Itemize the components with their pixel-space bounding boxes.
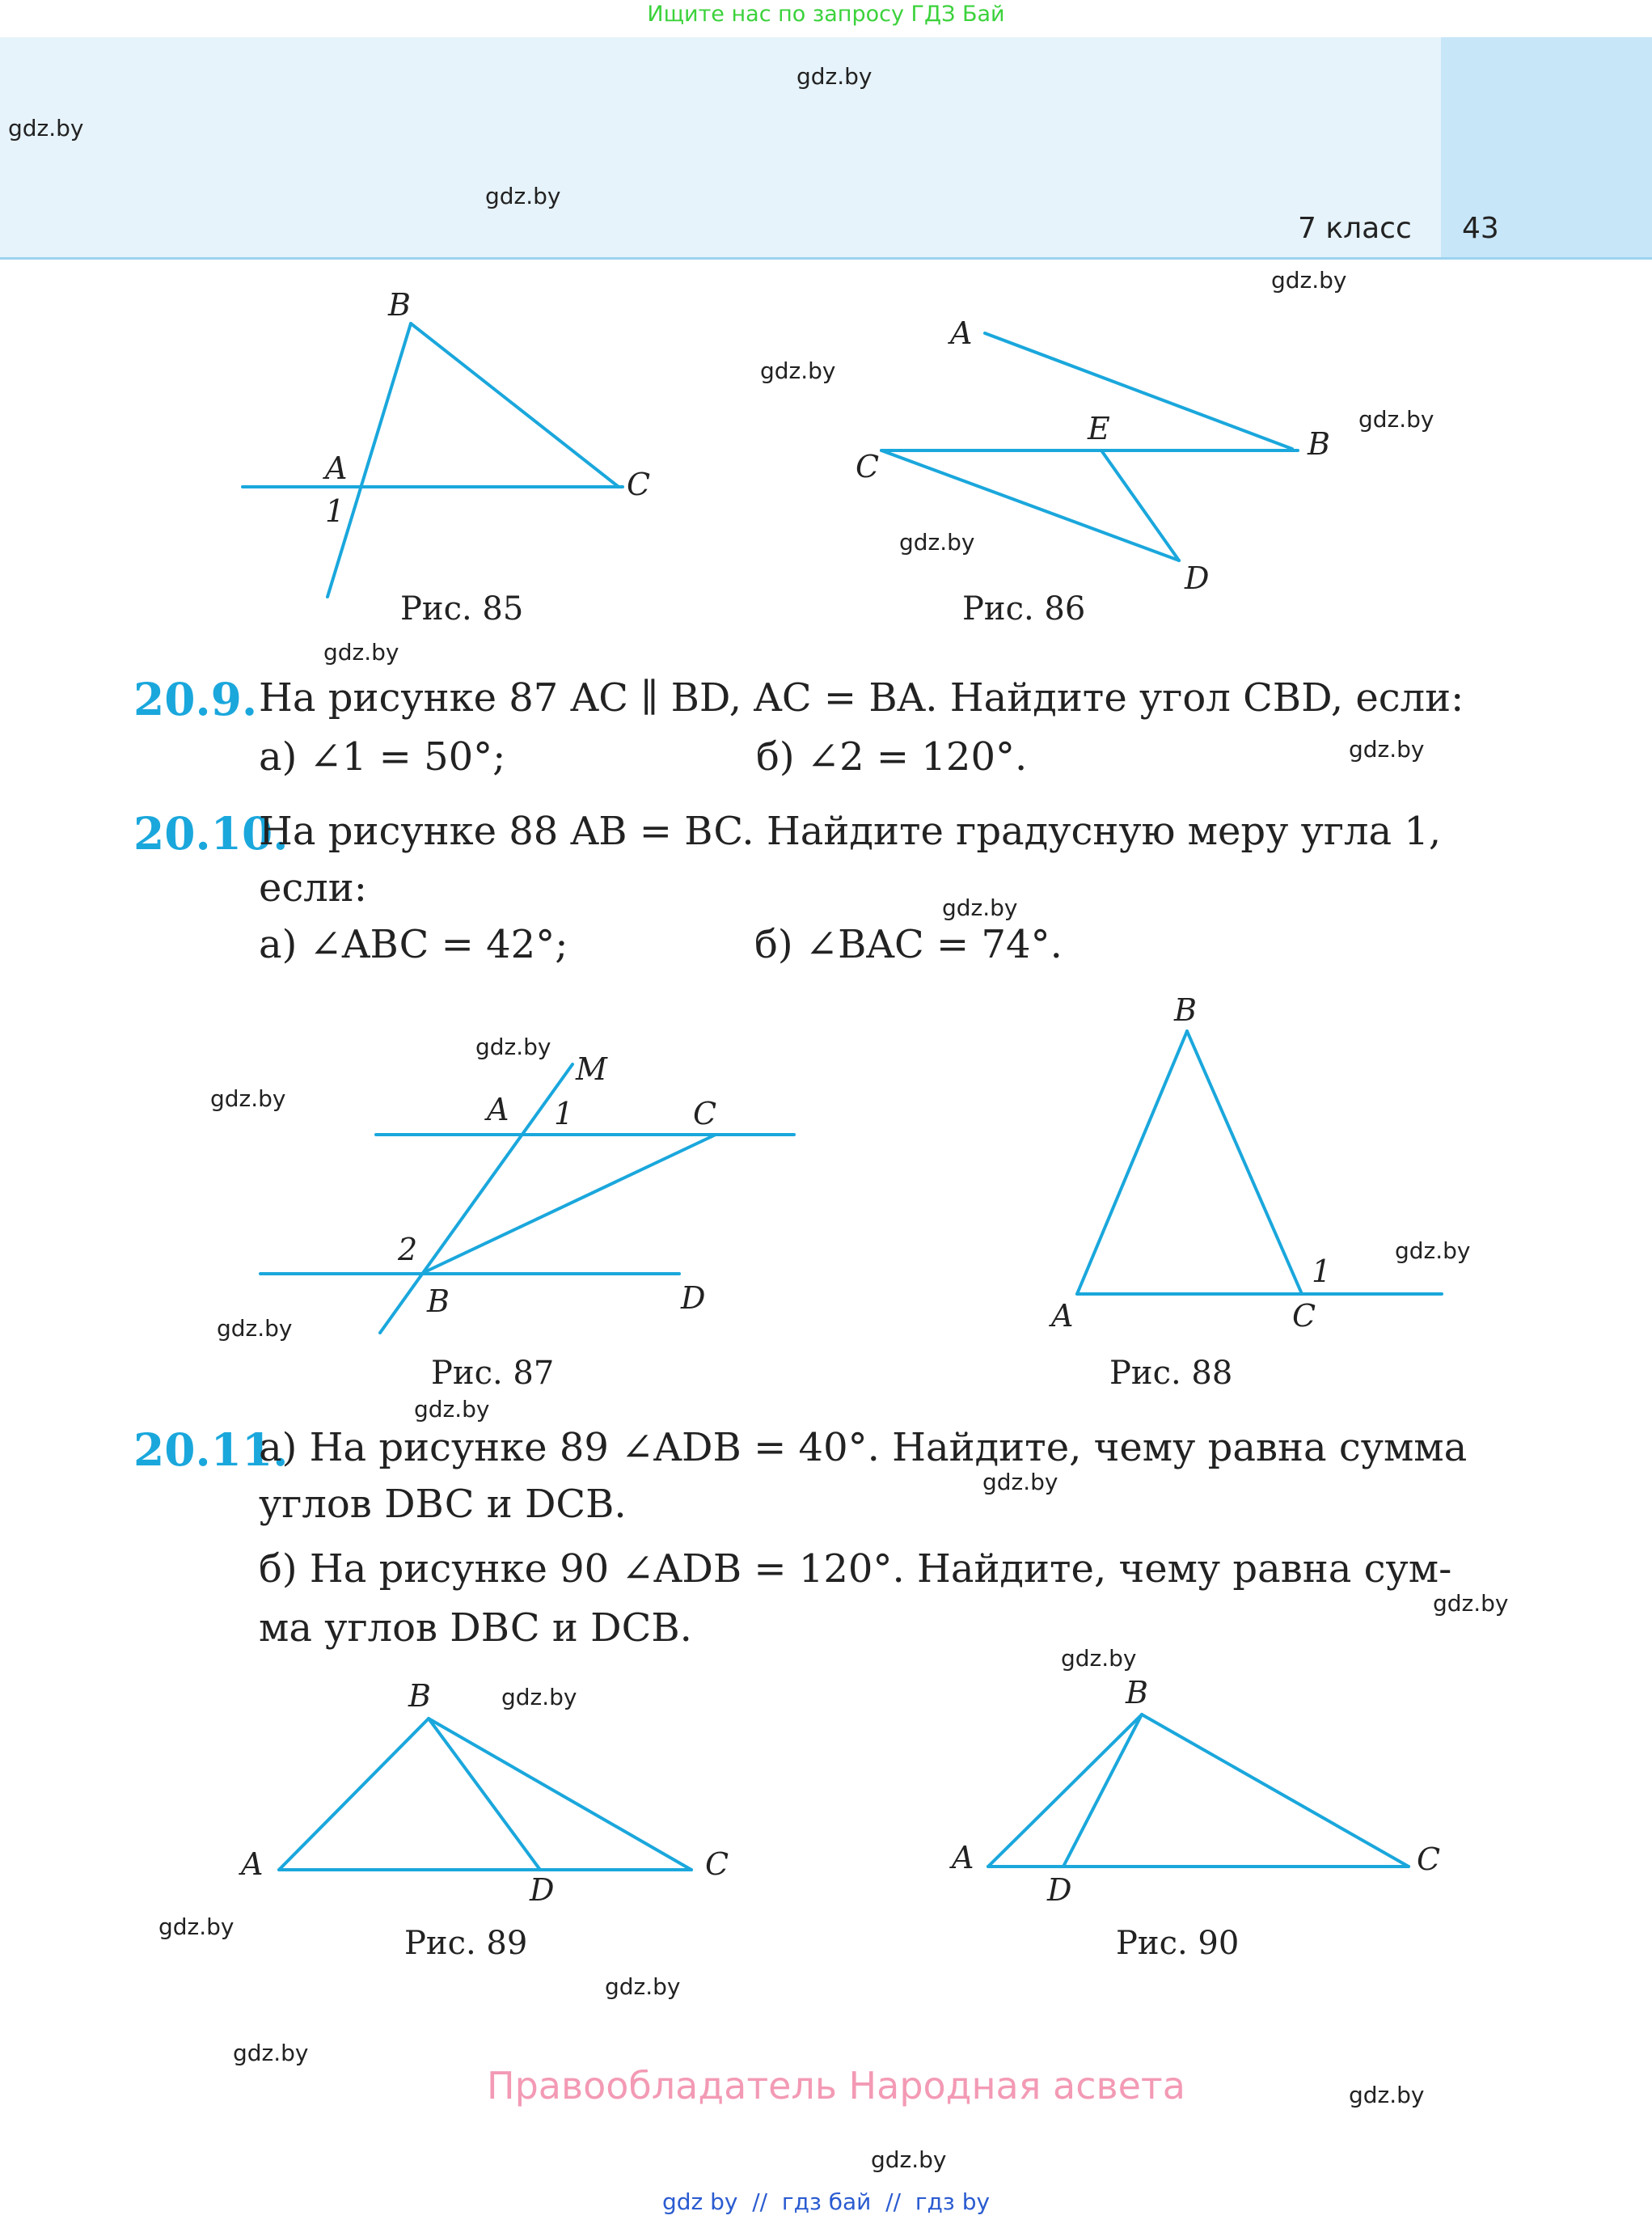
fig86-label-d: D — [1185, 560, 1210, 596]
fig86-caption: Рис. 86 — [962, 590, 1086, 628]
problem-20-9-option-a: а) ∠1 = 50°; — [259, 734, 506, 780]
watermark: gdz.by — [485, 183, 561, 209]
grade-label: 7 класс — [1298, 212, 1412, 245]
fig90-label-b: B — [1126, 1675, 1148, 1710]
fig85-label-1: 1 — [325, 493, 345, 529]
problem-20-10-text: На рисунке 88 AB = BC. Найдите градусную меру угла 1, — [259, 809, 1442, 854]
watermark: gdz.by — [605, 1973, 681, 2000]
watermark: gdz.by — [158, 1913, 234, 1940]
watermark: gdz.by — [475, 1034, 551, 1060]
problem-20-11-b-text: б) На рисунке 90 ∠ADB = 120°. Найдите, чему равна сум- — [259, 1546, 1452, 1592]
watermark: gdz.by — [323, 639, 399, 666]
fig89-label-a: A — [241, 1846, 264, 1882]
watermark: gdz.by — [1433, 1590, 1509, 1617]
watermark: gdz.by — [210, 1085, 286, 1112]
fig85-label-b: B — [388, 287, 411, 323]
watermark: gdz.by — [8, 115, 84, 142]
fig89-side-ab — [279, 1719, 429, 1870]
copyright-notice: Правообладатель Народная асвета — [487, 2064, 1185, 2108]
fig90-side-ab — [988, 1715, 1142, 1867]
fig90-label-d: D — [1047, 1872, 1072, 1908]
watermark: gdz.by — [217, 1315, 293, 1342]
watermark: gdz.by — [1349, 2082, 1425, 2108]
fig88-side-ab — [1077, 1031, 1187, 1294]
fig88-label-a: A — [1051, 1298, 1074, 1334]
watermark: gdz.by — [1395, 1237, 1471, 1264]
fig89-segment-bd — [429, 1719, 540, 1870]
watermark: gdz.by — [871, 2146, 947, 2173]
fig87-label-d: D — [681, 1280, 706, 1316]
footer-links[interactable]: gdz by // гдз бай // гдз by — [661, 2188, 991, 2215]
watermark: gdz.by — [1358, 406, 1434, 433]
fig88-label-c: C — [1292, 1298, 1316, 1334]
watermark: gdz.by — [233, 2040, 309, 2066]
figure-88 — [1049, 992, 1442, 1334]
watermark: gdz.by — [942, 894, 1018, 921]
fig87-label-c: C — [693, 1096, 717, 1131]
watermark: gdz.by — [899, 529, 975, 556]
fig85-label-c: C — [627, 467, 651, 502]
fig86-label-e: E — [1088, 411, 1110, 446]
fig86-label-b: B — [1308, 426, 1330, 462]
fig87-caption: Рис. 87 — [431, 1355, 555, 1392]
fig87-label-1: 1 — [554, 1096, 574, 1131]
figure-85 — [243, 287, 650, 597]
watermark: gdz.by — [1349, 736, 1425, 763]
fig89-label-b: B — [408, 1678, 431, 1714]
figure-89 — [239, 1678, 729, 1908]
watermark: gdz.by — [760, 357, 836, 384]
fig85-label-a: A — [325, 450, 348, 486]
fig87-line-mb — [380, 1064, 572, 1333]
watermark: gdz.by — [1271, 267, 1347, 294]
problem-20-11-b-text-cont: ма углов DBC и DCB. — [259, 1605, 692, 1651]
watermark: gdz.by — [1061, 1645, 1137, 1672]
fig89-side-bc — [429, 1719, 691, 1870]
fig89-label-c: C — [705, 1846, 729, 1882]
fig88-side-bc — [1187, 1031, 1302, 1294]
fig86-label-a: A — [950, 315, 973, 351]
figure-86 — [856, 315, 1330, 596]
watermark: gdz.by — [982, 1469, 1058, 1495]
figure-90 — [949, 1675, 1440, 1908]
fig87-label-b: B — [427, 1283, 450, 1319]
fig86-label-c: C — [856, 449, 880, 484]
watermark: gdz.by — [796, 63, 872, 90]
problem-20-11-a-text-cont: углов DBC и DCB. — [259, 1482, 627, 1527]
fig87-label-a: A — [487, 1092, 509, 1127]
problem-20-9-number: 20.9. — [133, 673, 258, 725]
watermark: gdz.by — [414, 1396, 490, 1423]
fig86-segment-ed — [1101, 450, 1179, 560]
figure-87 — [260, 1051, 794, 1333]
fig89-caption: Рис. 89 — [404, 1925, 528, 1962]
page-number: 43 — [1462, 212, 1499, 245]
fig88-caption: Рис. 88 — [1109, 1355, 1233, 1392]
problem-20-9-text: На рисунке 87 AC ∥ BD, AC = BA. Найдите угол CBD, если: — [259, 675, 1464, 721]
fig89-label-d: D — [530, 1872, 555, 1908]
fig88-label-1: 1 — [1312, 1254, 1332, 1289]
fig86-segment-ab — [985, 333, 1292, 449]
problem-20-10-option-b: б) ∠BAC = 74°. — [754, 922, 1063, 967]
fig86-segment-cd — [881, 450, 1179, 560]
fig88-label-b: B — [1174, 992, 1197, 1028]
watermark: gdz.by — [501, 1684, 577, 1710]
fig85-side-bc — [411, 323, 619, 487]
fig90-caption: Рис. 90 — [1116, 1925, 1240, 1962]
fig85-caption: Рис. 85 — [400, 590, 524, 628]
problem-20-9-option-b: б) ∠2 = 120°. — [756, 734, 1028, 780]
fig90-segment-bd — [1063, 1715, 1142, 1867]
fig90-label-c: C — [1417, 1841, 1441, 1877]
fig87-label-m: M — [576, 1051, 607, 1087]
top-banner[interactable]: Ищите нас по запросу ГДЗ Бай — [647, 2, 1005, 27]
fig87-segment-bc — [425, 1135, 716, 1272]
problem-20-10-option-a: а) ∠ABC = 42°; — [259, 922, 568, 967]
fig90-side-bc — [1142, 1715, 1409, 1867]
problem-20-10-number: 20.10. — [133, 807, 289, 860]
fig90-label-a: A — [952, 1840, 974, 1875]
problem-20-11-a-text: а) На рисунке 89 ∠ADB = 40°. Найдите, чему равна сумма — [259, 1425, 1468, 1470]
fig87-label-2: 2 — [398, 1232, 418, 1267]
problem-20-10-text-cont: если: — [259, 865, 367, 911]
problem-20-11-number: 20.11. — [133, 1423, 289, 1476]
